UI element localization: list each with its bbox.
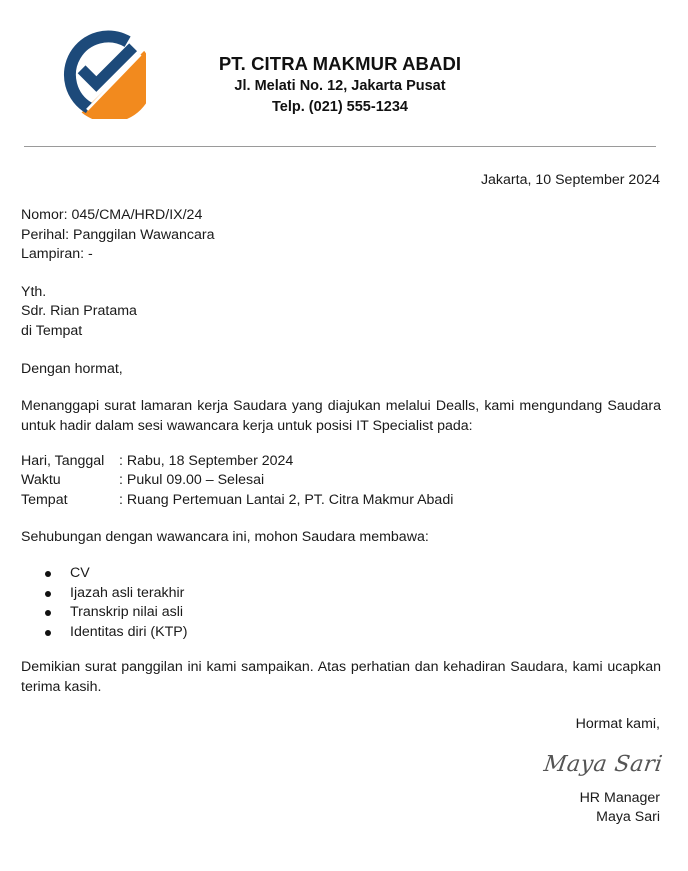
header-divider — [24, 146, 656, 147]
list-item — [44, 584, 187, 604]
letterhead — [180, 52, 500, 118]
detail-value: : Ruang Pertemuan Lantai 2, PT. Citra Makmur Abadi — [119, 492, 454, 508]
detail-row-date — [21, 452, 293, 472]
detail-label: Waktu — [21, 472, 61, 488]
company-name: PT. CITRA MAKMUR ABADI — [218, 53, 462, 74]
bullet-icon — [45, 571, 51, 577]
letter-date: Jakarta, 10 September 2024 — [480, 172, 660, 188]
company-address: Jl. Melati No. 12, Jakarta Pusat — [234, 78, 446, 94]
list-item-text: Identitas diri (KTP) — [70, 623, 188, 640]
list-item-text: Ijazah asli terakhir — [70, 584, 185, 601]
list-item-text: CV — [70, 565, 90, 581]
detail-row-time — [21, 471, 264, 491]
detail-value: : Pukul 09.00 – Selesai — [119, 472, 265, 488]
detail-row-place — [21, 491, 453, 511]
company-phone: Telp. (021) 555-1234 — [272, 99, 408, 115]
handwritten-signature: Maya Sari — [541, 752, 664, 777]
intro-paragraph: Menanggapi surat lamaran kerja Saudara yang diajukan melalui Dealls, kami mengundang Saudara untuk hadir dalam sesi wawancara kerja untuk posisi IT Specialist pada: — [21, 398, 661, 434]
bring-list — [44, 564, 187, 642]
list-item — [44, 623, 187, 643]
recipient-location: di Tempat — [21, 323, 83, 339]
list-item — [44, 564, 187, 584]
closing-paragraph: Demikian surat panggilan ini kami sampaikan. Atas perhatian dan kehadiran Saudara, kami ucapkan terima kasih. — [21, 659, 661, 695]
company-logo-icon — [54, 27, 146, 119]
list-item-text: Transkrip nilai asli — [70, 604, 184, 620]
detail-label: Tempat — [21, 492, 68, 508]
signer-title: HR Manager — [579, 790, 660, 806]
letter-attachment: Lampiran: - — [21, 246, 93, 262]
bullet-icon — [45, 630, 51, 636]
recipient-prefix: Yth. — [21, 284, 47, 300]
bullet-icon — [45, 610, 51, 616]
recipient-name: Sdr. Rian Pratama — [21, 303, 137, 319]
letter-subject: Perihal: Panggilan Wawancara — [21, 227, 215, 243]
bullet-icon — [45, 591, 51, 597]
greeting: Dengan hormat, — [21, 361, 123, 377]
signer-name: Maya Sari — [596, 809, 660, 825]
letter-number: Nomor: 045/CMA/HRD/IX/24 — [21, 207, 203, 223]
bring-intro: Sehubungan dengan wawancara ini, mohon Saudara membawa: — [21, 529, 429, 545]
detail-label: Hari, Tanggal — [21, 453, 105, 469]
closing-salutation: Hormat kami, — [575, 716, 660, 732]
detail-value: : Rabu, 18 September 2024 — [119, 453, 294, 469]
list-item — [44, 603, 187, 623]
